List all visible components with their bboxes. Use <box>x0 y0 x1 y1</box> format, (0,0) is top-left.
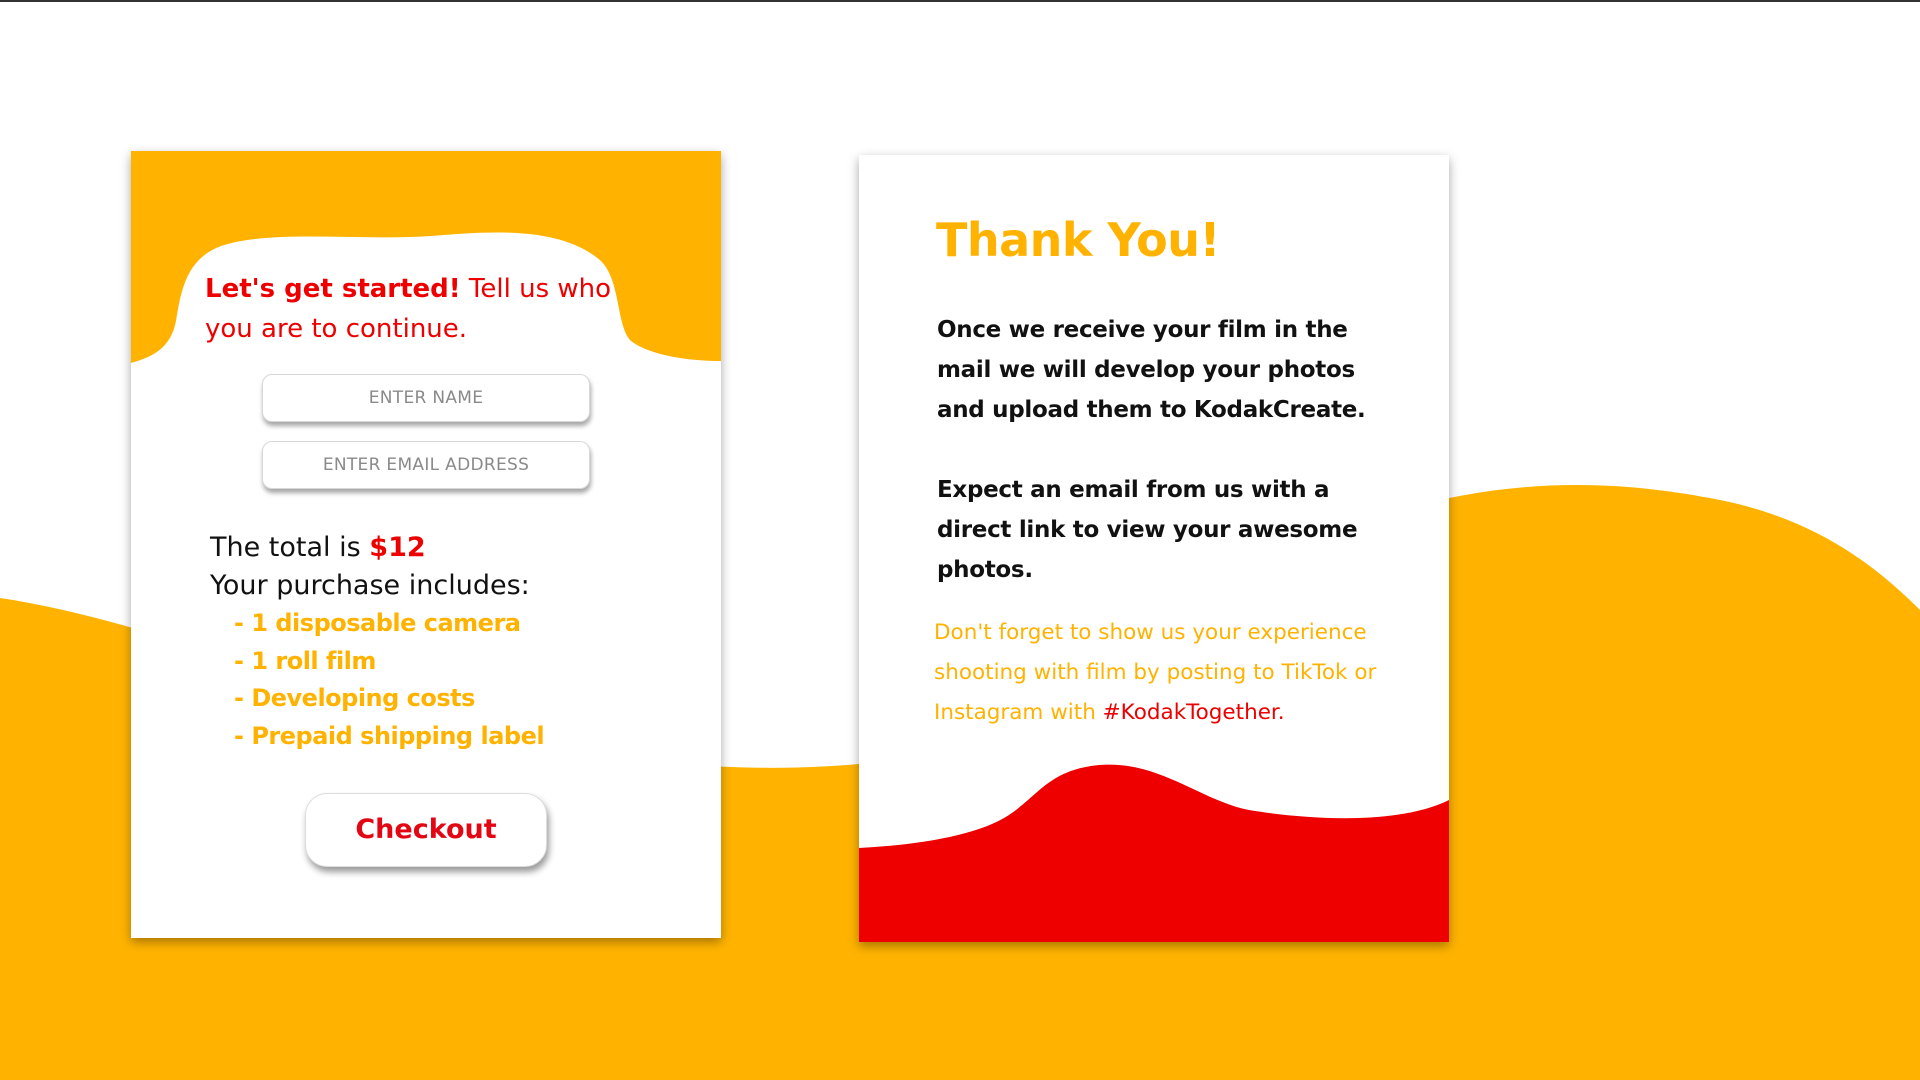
purchase-item: - 1 roll film <box>234 646 376 675</box>
purchase-item: - Developing costs <box>234 684 475 712</box>
intro-body: Tell us who you are to continue. <box>205 274 612 344</box>
email-link-message: Expect an email from us with a direct link to view your awesome photos. <box>937 477 1358 583</box>
social-share-text: Don't forget to show us your experience shooting with film by posting to TikTok or Instagram with <box>934 620 1377 725</box>
total-price: $12 <box>369 532 426 563</box>
thank-you-title: Thank You! <box>936 213 1220 267</box>
includes-label: Your purchase includes: <box>210 570 530 601</box>
total-line <box>210 529 426 567</box>
email-input[interactable]: ENTER EMAIL ADDRESS <box>262 441 590 489</box>
total-label: The total is <box>210 532 370 563</box>
thank-you-card <box>859 155 1449 942</box>
hashtag-text: #KodakTogether. <box>1102 700 1285 725</box>
checkout-button[interactable]: Checkout <box>305 793 547 867</box>
name-input[interactable]: ENTER NAME <box>262 374 590 422</box>
purchase-item: - 1 disposable camera <box>234 609 521 637</box>
social-share-note <box>934 613 1424 733</box>
purchase-item: - Prepaid shipping label <box>234 721 545 750</box>
purchase-items-list <box>234 605 544 755</box>
film-develop-message: Once we receive your film in the mail we will develop your photos and upload them to KodakCreate. <box>937 317 1366 423</box>
intro-text <box>205 269 625 349</box>
intro-heading: Let's get started! <box>205 274 461 304</box>
signup-card <box>131 151 721 938</box>
